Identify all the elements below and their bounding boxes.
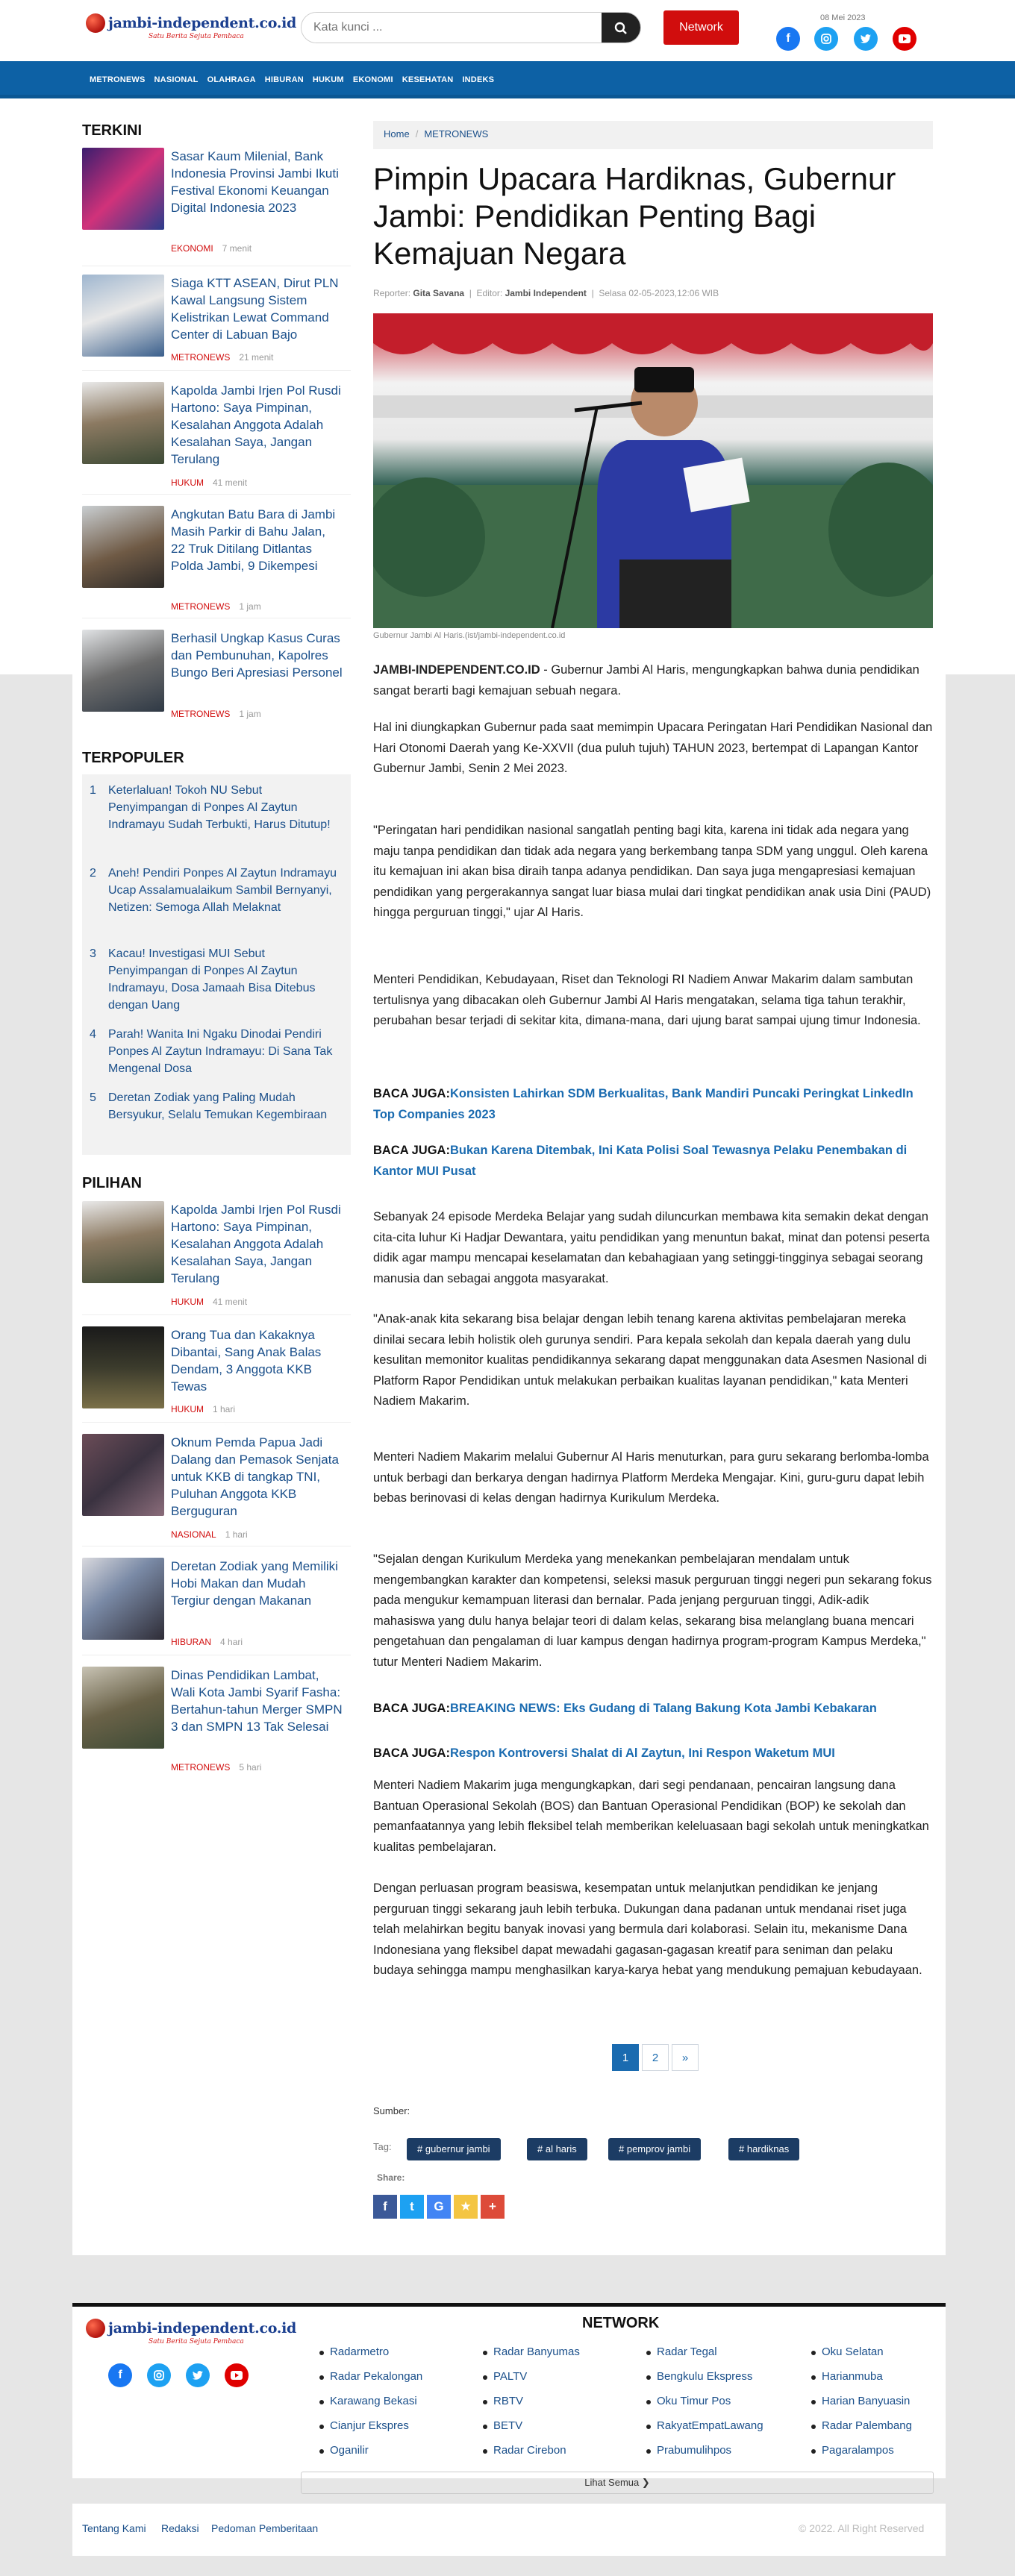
- populer-list: [82, 774, 351, 1155]
- divider: [82, 494, 351, 495]
- pilihan-title: PILIHAN: [82, 1175, 142, 1191]
- related-article-link[interactable]: Konsisten Lahirkan SDM Berkualitas, Bank Mandiri Puncaki Peringkat LinkedIn Top Companies 2023: [373, 1087, 914, 1121]
- network-link[interactable]: RBTV: [493, 2395, 524, 2407]
- network-link[interactable]: Radar Palembang: [822, 2419, 912, 2432]
- news-meta: [171, 1637, 243, 1647]
- news-time: 7 menit: [222, 243, 252, 254]
- news-category[interactable]: NASIONAL: [171, 1529, 216, 1540]
- network-link[interactable]: Harian Banyuasin: [822, 2395, 911, 2407]
- page-2-button[interactable]: 2: [642, 2044, 669, 2071]
- network-link[interactable]: Cianjur Ekspres: [330, 2419, 409, 2432]
- divider: [82, 1422, 351, 1423]
- main-nav: [0, 61, 1015, 98]
- tag-pemprov-jambi[interactable]: # pemprov jambi: [608, 2138, 701, 2160]
- logo-tagline: Satu Berita Sejuta Pembaca: [149, 33, 244, 40]
- baca-juga-link[interactable]: [373, 1140, 925, 1182]
- pagination: [612, 2044, 702, 2071]
- news-meta: [171, 709, 261, 719]
- network-link[interactable]: Karawang Bekasi: [330, 2395, 417, 2407]
- baca-juga-link[interactable]: [373, 1743, 925, 1764]
- news-title[interactable]: Angkutan Batu Bara di Jambi Masih Parkir di Bahu Jalan, 22 Truk Ditilang Ditlantas Polda Jambi, 9 Dikempesi: [171, 507, 336, 573]
- search-icon: [614, 22, 628, 35]
- news-time: 1 jam: [239, 709, 261, 719]
- related-article-link[interactable]: Respon Kontroversi Shalat di Al Zaytun, Ini Respon Waketum MUI: [449, 1746, 835, 1760]
- news-category[interactable]: HIBURAN: [171, 1637, 212, 1647]
- news-thumbnail[interactable]: [82, 1326, 164, 1408]
- article-paragraph: Menteri Nadiem Makarim melalui Gubernur Al Haris menuturkan, para guru sekarang berlomba-lomba untuk berbagi dan berkarya dengan hadirnya Platform Merdeka Mengajar. Kini, guru-guru dapat lebih bebas berinovasi di kelas dengan hadirnya Kurikulum Merdeka.: [373, 1450, 929, 1505]
- article-paragraph: Hal ini diungkapkan Gubernur pada saat memimpin Upacara Peringatan Hari Pendidikan Nasional dan Hari Otonomi Daerah yang Ke-XXVII (dua puluh tujuh) TAHUN 2023, bertempat di Lapangan Kantor Gubernur Jambi, Senin 2 Mei 2023.: [373, 721, 933, 775]
- logo-text: jambi-independent.co.id: [108, 15, 296, 31]
- news-time: 1 jam: [239, 601, 261, 612]
- list-item[interactable]: [82, 1667, 351, 1779]
- list-item[interactable]: [82, 275, 351, 372]
- rank-number: 5: [90, 1091, 96, 1104]
- network-link[interactable]: Bengkulu Ekspress: [657, 2370, 753, 2383]
- popular-title[interactable]: Aneh! Pendiri Ponpes Al Zaytun Indramayu Ucap Assalamualaikum Sambil Bernyanyi, Netizen: Semoga Allah Melaknat: [108, 867, 337, 914]
- news-category[interactable]: HUKUM: [171, 1297, 204, 1307]
- baca-juga-label: BACA JUGA:: [373, 1746, 450, 1760]
- tag-gubernur-jambi[interactable]: # gubernur jambi: [407, 2138, 501, 2160]
- related-article-link[interactable]: BREAKING NEWS: Eks Gudang di Talang Bakung Kota Jambi Kebakaran: [449, 1702, 877, 1715]
- terkini-title: TERKINI: [82, 122, 142, 139]
- article-paragraph: Menteri Nadiem Makarim juga mengungkapkan, dari segi pendanaan, pencairan langsung dana Bantuan Operasional Sekolah (BOS) dan Bantuan Operasional Pendidikan (BOP) ke sekolah dan pemanfaatannya yang lebih fleksibel telah memberikan keleluasaan bagi sekolah untuk meningkatkan kualitas pembelajaran.: [373, 1779, 929, 1854]
- redaksi-link[interactable]: Redaksi: [161, 2522, 199, 2534]
- twitter-icon[interactable]: [186, 2363, 210, 2387]
- search-button[interactable]: [602, 13, 640, 43]
- news-meta: [171, 352, 273, 363]
- article-paragraph: [373, 660, 933, 701]
- plus-share-icon[interactable]: +: [481, 2195, 505, 2219]
- baca-juga-label: BACA JUGA:: [373, 1087, 450, 1100]
- youtube-icon[interactable]: [893, 27, 916, 51]
- news-title[interactable]: Kapolda Jambi Irjen Pol Rusdi Hartono: Saya Pimpinan, Kesalahan Anggota Adalah Kesalahan Saya, Jangan Terulang: [171, 383, 341, 466]
- news-meta: [171, 601, 261, 612]
- network-link[interactable]: Oku Timur Pos: [657, 2395, 731, 2407]
- news-time: 4 hari: [220, 1637, 243, 1647]
- news-meta: [171, 1404, 235, 1414]
- reporter-name[interactable]: Gita Savana: [413, 288, 465, 298]
- page-1-button[interactable]: 1: [612, 2044, 639, 2071]
- facebook-icon[interactable]: f: [108, 2363, 132, 2387]
- rank-number: 1: [90, 784, 96, 797]
- news-title[interactable]: Siaga KTT ASEAN, Dirut PLN Kawal Langsung Sistem Kelistrikan Lewat Command Center di Labuan Bajo: [171, 276, 339, 342]
- nav-item-kesehatan[interactable]: KESEHATAN: [402, 75, 454, 84]
- tentang-kami-link[interactable]: Tentang Kami: [82, 2522, 146, 2534]
- network-link[interactable]: Pagaralampos: [822, 2444, 894, 2457]
- article-paragraph: Dengan perluasan program beasiswa, kesempatan untuk melanjutkan pendidikan ke jenjang perguruan tinggi sekarang jauh lebih terbuka. Dukungan dana padanan untuk mendanai riset juga telah melahirkan begitu banyak inovasi yang bermula dari kolaborasi. Selain itu, mekanisme Dana Indonesiana yang fleksibel dapat mewadahi gagasan-gagasan kreatif para seniman dan pelaku budaya sehingga mampu menghasilkan karya-karya hebat yang mendukung pemajuan kebudayaan.: [373, 1881, 922, 1977]
- facebook-share-icon[interactable]: f: [373, 2195, 397, 2219]
- next-page-button[interactable]: »: [672, 2044, 699, 2071]
- list-item[interactable]: [82, 1201, 351, 1313]
- news-category[interactable]: EKONOMI: [171, 243, 213, 254]
- news-time: 5 hari: [239, 1762, 262, 1773]
- news-meta: [171, 1762, 261, 1773]
- news-time: 1 hari: [225, 1529, 248, 1540]
- divider: [82, 1314, 351, 1315]
- logo-globe-icon: [86, 2319, 105, 2338]
- network-link[interactable]: Radar Pekalongan: [330, 2370, 423, 2383]
- network-link[interactable]: BETV: [493, 2419, 523, 2432]
- instagram-icon[interactable]: [147, 2363, 171, 2387]
- image-caption: Gubernur Jambi Al Haris.(ist/jambi-independent.co.id: [373, 631, 566, 640]
- related-article-link[interactable]: Bukan Karena Ditembak, Ini Kata Polisi Soal Tewasnya Pelaku Penembakan di Kantor MUI Pusat: [373, 1144, 908, 1178]
- network-link[interactable]: Oku Selatan: [822, 2345, 884, 2358]
- facebook-icon[interactable]: f: [776, 27, 800, 51]
- news-category[interactable]: METRONEWS: [171, 1762, 231, 1773]
- news-meta: [171, 477, 247, 488]
- nav-item-ekonomi[interactable]: EKONOMI: [352, 75, 393, 84]
- network-link[interactable]: Radar Tegal: [657, 2345, 717, 2358]
- nav-item-indeks[interactable]: INDEKS: [462, 75, 495, 84]
- popular-title[interactable]: Deretan Zodiak yang Paling Mudah Bersyukur, Selalu Temukan Kegembiraan: [108, 1091, 328, 1121]
- tag-al-haris[interactable]: # al haris: [527, 2138, 587, 2160]
- copyright: © 2022. All Right Reserved: [799, 2522, 925, 2534]
- article-meta: Reporter: Gita Savana | Editor: Jambi Independent | Selasa 02-05-2023,12:06 WIB: [373, 288, 719, 298]
- news-thumbnail[interactable]: [82, 506, 164, 588]
- list-item[interactable]: [82, 1558, 351, 1655]
- baca-juga-link[interactable]: [373, 1083, 925, 1125]
- article-paragraph: "Anak-anak kita sekarang bisa belajar dengan lebih tenang karena aktivitas pembelajaran mereka dinilai secara lebih holistik oleh gurunya sendiri. Para kepala sekolah dan kepala daerah yang dulu kesulitan memonitor kualitas pendidikannya sekarang dapat menggunakan data Asesmen Nasional di Platform Rapor Pendidikan untuk melakukan perbaikan kualitas layanan pendidikan," kata Menteri Nadiem Makarim.: [373, 1312, 928, 1408]
- article-paragraph: Menteri Pendidikan, Kebudayaan, Riset dan Teknologi RI Nadiem Anwar Makarim dalam sambutan tertulisnya yang dibacakan oleh Gubernur Jambi Al Haris mengatakan, selama tiga tahun terakhir, perubahan besar terjadi di sekitar kita, dimana-mana, dari ujung barat sampai ujung timur Indonesia.: [373, 973, 921, 1027]
- header-date: 08 Mei 2023: [820, 13, 866, 22]
- news-thumbnail[interactable]: [82, 148, 164, 230]
- rank-number: 3: [90, 947, 96, 960]
- network-link[interactable]: Harianmuba: [822, 2370, 883, 2383]
- network-link[interactable]: PALTV: [493, 2370, 528, 2383]
- list-item[interactable]: [82, 382, 351, 494]
- tag-label: Tag:: [373, 2141, 392, 2152]
- nav-item-nasional[interactable]: NASIONAL: [154, 75, 199, 84]
- site-header: [0, 0, 1015, 61]
- lihat-semua-button[interactable]: Lihat Semua ❯: [301, 2472, 934, 2494]
- divider: [82, 370, 351, 371]
- news-thumbnail[interactable]: [82, 1667, 164, 1749]
- news-category[interactable]: HUKUM: [171, 1404, 204, 1414]
- list-item[interactable]: [82, 630, 351, 727]
- news-title[interactable]: Sasar Kaum Milenial, Bank Indonesia Provinsi Jambi Ikuti Festival Ekonomi Keuangan Digital Indonesia 2023: [171, 149, 339, 215]
- publish-date: Selasa 02-05-2023,12:06 WIB: [599, 288, 719, 298]
- hero-illustration: [373, 313, 933, 628]
- news-category[interactable]: METRONEWS: [171, 601, 231, 612]
- news-category[interactable]: METRONEWS: [171, 352, 231, 363]
- lead-source: JAMBI-INDEPENDENT.CO.ID: [373, 663, 540, 677]
- pedoman-link[interactable]: Pedoman Pemberitaan: [211, 2522, 319, 2534]
- editor-label: Editor:: [476, 288, 503, 298]
- popular-title[interactable]: Parah! Wanita Ini Ngaku Dinodai Pendiri Ponpes Al Zaytun Indramayu: Di Sana Tak Mengenal Dosa: [108, 1028, 333, 1075]
- editor-name[interactable]: Jambi Independent: [505, 288, 587, 298]
- logo-text: jambi-independent.co.id: [108, 2320, 296, 2337]
- share-label: Share:: [377, 2172, 405, 2183]
- article-paragraph: "Sejalan dengan Kurikulum Merdeka yang menekankan pembelajaran mendalam untuk mengembangkan karakter dan kompetensi, seleksi masuk perguruan tinggi negeri pun sekarang fokus pada mengukur kemampuan literasi dan bernalar. Pada jenjang perguruan tinggi, Adik-adik mahasiswa yang dulu hanya belajar teori di dalam kelas, sekarang bisa melanglang buana mencari pengetahuan dan pengalaman di luar kampus dengan hadirnya program-program Kampus Merdeka," tutur Menteri Nadiem Makarim.: [373, 1552, 932, 1669]
- nav-item-olahraga[interactable]: OLAHRAGA: [207, 75, 256, 84]
- article-paragraph: "Peringatan hari pendidikan nasional sangatlah penting bagi kita, karena ini tidak ada negara yang maju tanpa pendidikan dan tidak ada negara yang berkembang tanpa SDM yang unggul. Oleh karena itu kemajuan ini akan bisa diraih tanpa adanya pendidikan. Dan saya juga mengapresiasi kemajuan pendidikan yang pergerakannya sangat luar biasa mulai dari tingkat pendidikan anak usia Dini (PAUD) hingga perguruan tinggi," ujar Al Haris.: [373, 824, 931, 919]
- news-meta: [171, 243, 252, 254]
- list-item[interactable]: [82, 1434, 351, 1546]
- rank-number: 2: [90, 867, 96, 880]
- source-label: Sumber:: [373, 2105, 410, 2116]
- baca-juga-link[interactable]: [373, 1698, 925, 1719]
- network-link[interactable]: Radar Banyumas: [493, 2345, 580, 2358]
- popular-title[interactable]: Keterlaluan! Tokoh NU Sebut Penyimpangan di Ponpes Al Zaytun Indramayu Sudah Terbukti, Harus Ditutup!: [108, 784, 331, 831]
- rank-number: 4: [90, 1028, 96, 1041]
- tag-hardiknas[interactable]: # hardiknas: [728, 2138, 799, 2160]
- twitter-share-icon[interactable]: t: [400, 2195, 424, 2219]
- lead-text: - Gubernur Jambi Al Haris, mengungkapkan bahwa dunia pendidikan sangat berarti bagi kemajuan sebuah negara.: [373, 663, 919, 698]
- breadcrumb-category[interactable]: METRONEWS: [424, 128, 489, 140]
- logo-tagline: Satu Berita Sejuta Pembaca: [149, 2338, 244, 2345]
- article-paragraph: Sebanyak 24 episode Merdeka Belajar yang sudah diluncurkan membawa kita semakin dekat dengan cita-cita luhur Ki Hadjar Dewantara, yaitu pendidikan yang menuntun bakat, minat dan potensi peserta didik agar mampu mencapai keselamatan dan kebahagiaan yang setinggi-tingginya sebagai seorang manusia dan sebagai anggota masyarakat.: [373, 1210, 930, 1285]
- twitter-icon[interactable]: [854, 27, 878, 51]
- news-thumbnail[interactable]: [82, 275, 164, 357]
- nav-item-hiburan[interactable]: HIBURAN: [264, 75, 304, 84]
- baca-juga-label: BACA JUGA:: [373, 1144, 450, 1157]
- news-thumbnail[interactable]: [82, 1434, 164, 1516]
- footer-logo[interactable]: [86, 2319, 296, 2345]
- news-thumbnail[interactable]: [82, 382, 164, 464]
- nav-item-metronews[interactable]: METRONEWS: [90, 75, 146, 84]
- nav-item-hukum[interactable]: HUKUM: [312, 75, 344, 84]
- news-title[interactable]: Deretan Zodiak yang Memiliki Hobi Makan dan Mudah Tergiur dengan Makanan: [171, 1559, 338, 1608]
- list-item[interactable]: [82, 148, 351, 260]
- network-link[interactable]: Radar Cirebon: [493, 2444, 566, 2457]
- network-link[interactable]: RakyatEmpatLawang: [657, 2419, 763, 2432]
- news-meta: [171, 1297, 247, 1307]
- network-title: NETWORK: [582, 2315, 660, 2331]
- network-link[interactable]: Oganilir: [330, 2444, 369, 2457]
- search-box: [301, 12, 641, 43]
- news-meta: [171, 1529, 248, 1540]
- list-item[interactable]: [82, 506, 351, 618]
- news-title[interactable]: Orang Tua dan Kakaknya Dibantai, Sang Anak Balas Dendam, 3 Anggota KKB Tewas: [171, 1328, 322, 1394]
- baca-juga-label: BACA JUGA:: [373, 1702, 450, 1715]
- list-item[interactable]: [82, 1326, 351, 1423]
- network-link[interactable]: Prabumulihpos: [657, 2444, 732, 2457]
- page-title: Pimpin Upacara Hardiknas, Gubernur Jambi: Pendidikan Penting Bagi Kemajuan Negara: [373, 161, 896, 271]
- site-logo[interactable]: [86, 13, 296, 40]
- news-title[interactable]: Oknum Pemda Papua Jadi Dalang dan Pemasok Senjata untuk KKB di tangkap TNI, Puluhan Anggota KKB Berguguran: [171, 1435, 339, 1518]
- news-thumbnail[interactable]: [82, 1201, 164, 1283]
- news-title[interactable]: Kapolda Jambi Irjen Pol Rusdi Hartono: Saya Pimpinan, Kesalahan Anggota Adalah Kesalahan Saya, Jangan Terulang: [171, 1203, 341, 1285]
- news-title[interactable]: Dinas Pendidikan Lambat, Wali Kota Jambi Syarif Fasha: Bertahun-tahun Merger SMPN 3 dan SMPN 13 Tak Selesai: [171, 1668, 343, 1734]
- popular-title[interactable]: Kacau! Investigasi MUI Sebut Penyimpangan di Ponpes Al Zaytun Indramayu, Dosa Jamaah Bisa Ditebus dengan Uang: [108, 947, 316, 1012]
- news-category[interactable]: METRONEWS: [171, 709, 231, 719]
- breadcrumb-home[interactable]: Home: [384, 128, 410, 140]
- instagram-icon[interactable]: [814, 27, 838, 51]
- news-time: 21 menit: [239, 352, 274, 363]
- youtube-icon[interactable]: [225, 2363, 249, 2387]
- terpopuler-title: TERPOPULER: [82, 750, 184, 766]
- network-link[interactable]: Radarmetro: [330, 2345, 390, 2358]
- star-share-icon[interactable]: ★: [454, 2195, 478, 2219]
- logo-globe-icon: [86, 13, 105, 33]
- hero-image: [373, 313, 933, 628]
- news-time: 41 menit: [213, 477, 248, 488]
- search-input[interactable]: [302, 13, 600, 43]
- news-category[interactable]: HUKUM: [171, 477, 204, 488]
- news-time: 1 hari: [213, 1404, 236, 1414]
- news-thumbnail[interactable]: [82, 630, 164, 712]
- reporter-label: Reporter:: [373, 288, 411, 298]
- news-title[interactable]: Berhasil Ungkap Kasus Curas dan Pembunuhan, Kapolres Bungo Beri Apresiasi Personel: [171, 631, 343, 680]
- news-thumbnail[interactable]: [82, 1558, 164, 1640]
- network-button[interactable]: Network: [663, 10, 739, 45]
- news-time: 41 menit: [213, 1297, 248, 1307]
- google-share-icon[interactable]: G: [427, 2195, 451, 2219]
- breadcrumb: Home / METRONEWS: [373, 121, 933, 149]
